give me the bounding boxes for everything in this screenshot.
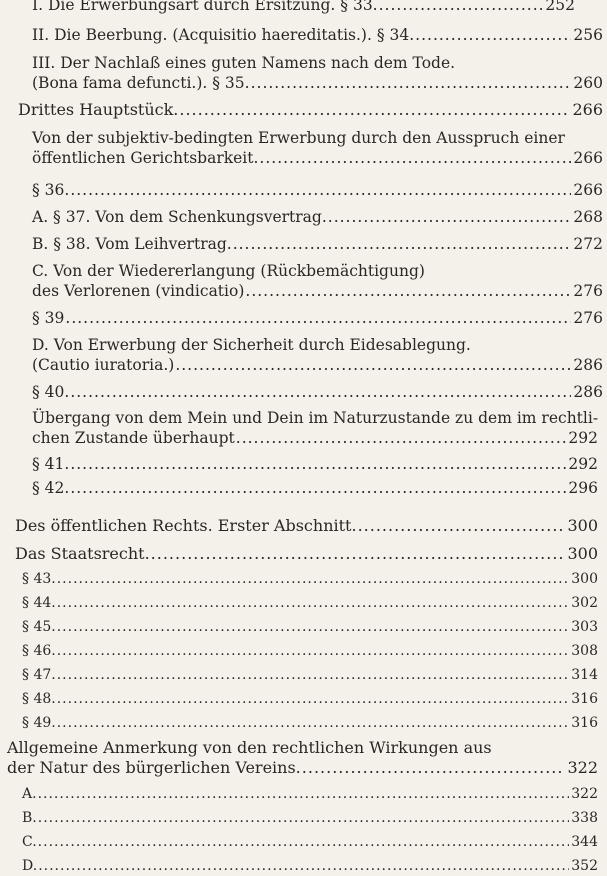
dot-leader: [38, 856, 569, 876]
toc-entry-row: [32, 478, 598, 498]
page-number: 296: [568, 479, 598, 497]
toc-entry-row: [22, 808, 598, 828]
page-number: 300: [567, 516, 598, 535]
toc-entry-title: chen Zustande überhaupt: [32, 429, 235, 447]
toc-entry: [15, 516, 598, 536]
page-number: 303: [571, 619, 598, 635]
dot-leader: [379, 0, 544, 15]
toc-entry-row: [22, 569, 598, 589]
toc-entry-row: [22, 593, 598, 613]
page-number: 338: [571, 810, 598, 826]
toc-entry-title-line: D. Von Erwerbung der Sicherheit durch Eidesablegung.: [32, 336, 471, 354]
toc-entry-title: B. § 38. Vom Leihvertrag.: [32, 235, 232, 253]
toc-entry: [32, 180, 603, 200]
toc-entry: [22, 569, 598, 589]
toc-entry-title: § 48.: [22, 691, 56, 707]
page-number: 344: [571, 834, 598, 850]
dot-leader: [57, 665, 570, 685]
toc-entry-row: [32, 207, 603, 227]
page-number: 276: [573, 309, 603, 327]
toc-entry-title: § 39: [32, 309, 65, 327]
toc-entry: [32, 308, 603, 328]
page-number: 292: [568, 455, 598, 473]
page-number: 272: [573, 235, 603, 253]
page-number: 260: [573, 74, 603, 92]
toc-entry: [32, 478, 598, 498]
dot-leader: [70, 478, 566, 498]
toc-entry-row: [32, 180, 603, 200]
dot-leader: [328, 207, 572, 227]
dot-leader: [70, 382, 571, 402]
toc-entry: [18, 100, 603, 120]
dot-leader: [251, 73, 572, 93]
toc-entry: [32, 408, 598, 448]
dot-leader: [57, 593, 570, 613]
dot-leader: [57, 713, 570, 733]
toc-entry-title: § 46.: [22, 643, 56, 659]
page-number: 316: [571, 715, 598, 731]
toc-entry: [22, 593, 598, 613]
toc-entry: [32, 454, 598, 474]
dot-leader: [57, 641, 570, 661]
toc-entry-title: § 44.: [22, 595, 56, 611]
toc-entry-row: [22, 856, 598, 876]
page-number: 286: [573, 356, 603, 374]
dot-leader: [38, 832, 570, 852]
toc-entry: [32, 261, 603, 301]
dot-leader: [65, 308, 571, 328]
dot-leader: [151, 544, 566, 564]
toc-entry: [22, 832, 598, 852]
dot-leader: [415, 25, 571, 45]
toc-entry: [32, 128, 603, 168]
dot-leader: [358, 516, 566, 536]
toc-entry-row: [22, 641, 598, 661]
toc-entry: [22, 665, 598, 685]
toc-entry-title: § 49.: [22, 715, 56, 731]
toc-entry-title: B.: [22, 810, 37, 826]
toc-entry-row: [32, 73, 603, 93]
toc-entry-row: [32, 281, 603, 301]
toc-entry: [32, 234, 603, 254]
page-number: 308: [571, 643, 598, 659]
dot-leader: [57, 617, 570, 637]
toc-entry-row: [22, 617, 598, 637]
page-number: 300: [571, 571, 598, 587]
toc-entry: [32, 207, 603, 227]
page-number: 302: [571, 595, 598, 611]
toc-entry: [22, 856, 598, 876]
toc-entry: [32, 0, 575, 15]
toc-entry-title: Des öffentlichen Rechts. Erster Abschnitt.: [15, 516, 357, 535]
toc-entry: [22, 641, 598, 661]
toc-entry: [15, 544, 598, 564]
page-number: 276: [573, 282, 603, 300]
toc-entry: [32, 25, 603, 45]
dot-leader: [57, 689, 570, 709]
toc-entry-title-line: Von der subjektiv-bedingten Erwerbung durch den Ausspruch einer: [32, 129, 565, 147]
toc-entry-title: § 40.: [32, 383, 70, 401]
toc-entry-title: § 41.: [32, 455, 70, 473]
toc-entry-row: [22, 784, 598, 804]
toc-entry-title-line: Allgemeine Anmerkung von den rechtlichen Wirkungen aus: [7, 738, 492, 757]
page-number: 266: [573, 149, 603, 167]
dot-leader: [38, 784, 570, 804]
dot-leader: [233, 234, 572, 254]
page-number: 352: [571, 858, 598, 874]
toc-entry-title: A.: [22, 786, 37, 802]
page-number: 314: [571, 667, 598, 683]
page-number: 292: [568, 429, 598, 447]
toc-entry-row: [32, 454, 598, 474]
dot-leader: [179, 100, 570, 120]
page-number: 300: [567, 544, 598, 563]
toc-entry-title: § 45.: [22, 619, 56, 635]
toc-entry-title: öffentlichen Gerichtsbarkeit.: [32, 149, 259, 167]
toc-entry: [22, 617, 598, 637]
page-number: 252: [545, 0, 575, 14]
toc-entry: [32, 335, 603, 375]
dot-leader: [70, 454, 566, 474]
toc-entry-row: [22, 665, 598, 685]
toc-entry-row: [32, 382, 603, 402]
toc-entry: [22, 784, 598, 804]
page-number: 316: [571, 691, 598, 707]
toc-entry-row: [32, 234, 603, 254]
toc-entry-row: [32, 0, 575, 15]
toc-entry-title: der Natur des bürgerlichen Vereins.: [7, 758, 301, 777]
dot-leader: [236, 428, 567, 448]
toc-entry: [22, 808, 598, 828]
toc-entry-title: § 47.: [22, 667, 56, 683]
toc-entry-title: Drittes Hauptstück.: [18, 100, 179, 119]
toc-entry-title: des Verlorenen (vindicatio): [32, 282, 245, 300]
page-number: 322: [567, 758, 598, 777]
toc-entry-title: § 42.: [32, 479, 70, 497]
toc-entry-row: [32, 25, 603, 45]
dot-leader: [259, 148, 571, 168]
dot-leader: [38, 808, 570, 828]
toc-entry-row: [15, 544, 598, 564]
toc-entry: [32, 382, 603, 402]
dot-leader: [175, 355, 571, 375]
toc-entry-title: D.: [22, 858, 38, 874]
toc-entry-title-line: III. Der Nachlaß eines guten Namens nach dem Tode.: [32, 54, 456, 72]
page-number: 256: [573, 26, 603, 44]
dot-leader: [57, 569, 570, 589]
toc-entry-row: [22, 713, 598, 733]
toc-entry-title: § 43.: [22, 571, 56, 587]
toc-entry: [7, 738, 598, 778]
toc-entry: [22, 713, 598, 733]
toc-entry-row: [18, 100, 603, 120]
page-number: 286: [573, 383, 603, 401]
page-number: 268: [573, 208, 603, 226]
toc-entry: [32, 53, 603, 93]
toc-entry-row: [32, 355, 603, 375]
toc-entry-row: [22, 689, 598, 709]
toc-entry-title-line: C. Von der Wiedererlangung (Rückbemächtigung): [32, 262, 425, 280]
dot-leader: [70, 180, 571, 200]
page-number: 266: [572, 100, 603, 119]
toc-entry-title: I. Die Erwerbungsart durch Ersitzung. § 33.: [32, 0, 378, 14]
toc-entry-title: Das Staatsrecht.: [15, 544, 150, 563]
toc-entry-title: II. Die Beerbung. (Acquisitio haereditatis.). § 34.: [32, 26, 415, 44]
toc-entry-row: [32, 148, 603, 168]
toc-entry-row: [22, 832, 598, 852]
dot-leader: [302, 758, 566, 778]
toc-entry-row: [15, 516, 598, 536]
dot-leader: [245, 281, 571, 301]
toc-entry-title-line: Übergang von dem Mein und Dein im Naturzustande zu dem im rechtli-: [32, 409, 599, 427]
page-number: 322: [571, 786, 598, 802]
toc-entry-row: [32, 428, 598, 448]
toc-entry-title: (Cautio iuratoria.): [32, 356, 175, 374]
toc-entry-row: [7, 758, 598, 778]
toc-entry-title: § 36.: [32, 181, 70, 199]
toc-entry-title: (Bona fama defuncti.). § 35.: [32, 74, 250, 92]
toc-entry-title: C.: [22, 834, 37, 850]
toc-entry-row: [32, 308, 603, 328]
page-number: 266: [573, 181, 603, 199]
toc-entry-title: A. § 37. Von dem Schenkungsvertrag.: [32, 208, 327, 226]
toc-entry: [22, 689, 598, 709]
